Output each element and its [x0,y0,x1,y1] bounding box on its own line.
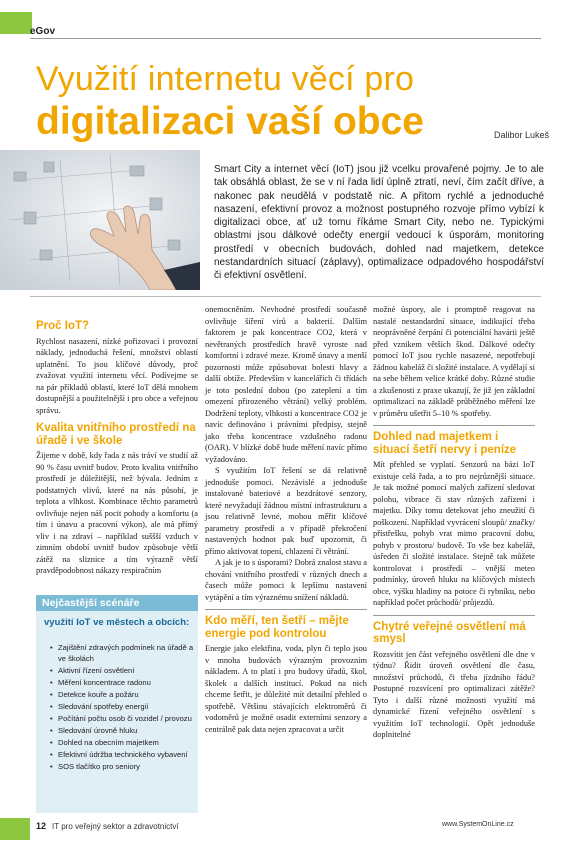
footer-left [36,821,179,831]
scenarios-box-header: Nejčastější scénáře [36,595,198,611]
heading-proc-iot: Proč IoT? [36,320,90,332]
list-item: • Sledování úrovně hluku [50,726,198,737]
list-item: • Aktivní řízení osvětlení [50,666,198,677]
paragraph: Mít přehled se vyplatí. Senzorů na bázi IoT existuje celá řada, a to pro nejrůznější situace. Je tak možné pomocí malých zařízení sledovat polohu, vibrace či stav různých zařízení i majetku. Díky tomu detekovat jeho zneužití či poškození. Například vyvrácení sloupů/ značky/ přístřešku, pohyb vrat mimo pracovní dobu, pohyb v prostoru/ budově. To vše bez kabeláž, úsředen či složité instalace. Stejně tak můžete kontrolovat i prostředí – vnější meteo podmínky, úroveň hluku na klíčových místech obce, výšku hladiny na potoce či rybníku, nebo například počet průchodů/ průjezdů. [373,460,535,607]
paragraph: Energie jako elektřina, voda, plyn či teplo jsou v mnoha budovách výrazným provozním nákladem. A to platí i pro budovy úřadů, škol, školek a dalších institucí. Pokud na nich chceme šetřit, je důležité mít detailní přehled o spotřebě. Většinu stávajících elektroměrů či vodoměrů je možné osadit externími senzory a centrálně pak data nejen zpracovat a určit [205,644,367,734]
heading-osvetleni: Chytré veřejné osvětlení má smysl [373,620,526,645]
section-divider [373,425,535,426]
heading-kvalita: Kvalita vnitřního prostředí na úřadě i ve škole [36,422,196,447]
list-item: • Sledování spotřeby energií [50,702,198,713]
paragraph: možné úspory, ale i promptně reagovat na nastalé nestandardní situace, indikující třeba neoprávněné čerpání či potenciální havárii ještě před vznikem větších škod. Dálkové odečty pomocí IoT jsou rychle nasazené, nepotřebují žádnou kabeláž či složité instalace. A vydělají si na sebe během velice krátké doby. Různé studie a zkušenosti z praxe ukazují, že již jen základní optimalizací na základě průběžného měření lze v průměru ušetřit 5–10 % spotřeby. [373,305,535,418]
scenarios-list [50,643,198,774]
list-item: • Měření koncentrace radonu [50,678,198,689]
section-label: eGov [30,26,56,37]
title-line-2: digitalizaci vaší obce [36,100,424,143]
paragraph: S využitím IoT řešení se dá relativně jednoduše pomoci. Nezávislé a jednoduše instalované bateriové a bezdrátové senzory, které nevyžadují žádnou místní infrastrukturu a jsou relativně levné, mohou měřit klíčové parametry prostředí a v případě překročení nastavených hodnot pak buď upozornit, či přímo aktivovat topení, chlazení či větrání. [205,466,367,556]
heading-kdo-meri: Kdo měří, ten šetří – mějte energie pod kontrolou [205,615,349,640]
scenarios-box [36,595,198,813]
list-item: • SOS tlačítko pro seniory [50,762,198,773]
paragraph: Žijeme v době, kdy řada z nás tráví ve studií až 90 % času uvnitř budov. Proto kvalita vnitřního prostředí je důležitější, než bývala. Jedním z podstatných vlivů, které na nás působí, je teplota a vlhkost. Kombinace těchto parametrů ovlivňuje nejen náš pocit pohody a komfortu (a tím i únavu a pracovní výkon), ale má přímý vliv i na zdraví – například suššší vzduch v zimním období uvnitř budov způsobuje větší zátěž na sliznice a tím výrazně větší pravděpodobnost nákazy respiračním [36,451,198,575]
paragraph: Rychlost nasazení, nízké pořizovací i provozní náklady, jednoduchá řešení, množství oblastí uplatnění. To jsou klíčové důvody, proč zvažovat využití internetu věcí. Podívejme se na pár příkladů oblastí, které IoT dělá mnohem dostupnější a použitelnější i pro obce a veřejnou správu. [36,336,198,415]
list-item: • Zajištění zdravých podmínek na úřadě a ve školách [50,643,198,664]
paragraph: onemocněním. Nevhodné prostředí současně ovlivňuje šíření virů a bakterií. Dalším faktorem je pak koncentrace CO2, která v nevětraných prostředích hravě vyroste nad komfortní i zdravé meze. Kromě únavy a menší pozornosti může způsobovat bolesti hlavy a další obtíže. Především v kancelářích či třídách je toto poslední dobou (po zateplení a tím omezení přirozeného větrání) velký problém. Dodržení teploty, vlhkosti a koncentrace CO2 je navíc definováno i právními předpisy, stejně jako třeba koncentrace vzdušného radonu (OAR). V blízké době bude měření navíc přímo vyžadováno. [205,305,367,464]
paragraph: A jak je to s úsporami? Dobrá znalost stavu a chování vnitřního prostředí v různých dnech a časech může pomoci k lepšímu nastavení vytápění a tím výraznému snížení nákladů. [205,558,367,602]
paragraph: Rozsvítit jen část veřejného osvětlení dle dne v týdnu? Řídit úroveň osvětlení dle času, množství průchodů, či třeba jízdního řádu? Postupné rozsvícení pro optimalizaci zátěže? Tyto i další různé možnosti využití má dynamické řízení veřejného osvětlení s využitím IoT technologií. Opět jednoduše doplnitelné [373,649,535,739]
section-divider [373,615,535,616]
footer-color-tab [0,818,30,840]
smart-city-hand-illustration-icon [0,150,200,290]
website-link[interactable]: www.SystemOnLine.cz [442,821,514,828]
list-item: • Detekce kouře a požáru [50,690,198,701]
list-item: • Počítání počtu osob či vozidel / provozu [50,714,198,725]
hero-illustration [0,150,200,290]
heading-dohled: Dohled nad majetkem i situací šetří nervy i peníze [373,431,517,456]
lead-rule [30,296,541,297]
section-color-tab [0,12,32,34]
column-2 [205,304,367,735]
title-line-1: Využití internetu věcí pro [36,60,415,98]
column-3 [373,304,535,741]
list-item: • Dohled na obecním majetkem [50,738,198,749]
publication-name: IT pro veřejný sektor a zdravotnictví [52,822,179,831]
section-divider [205,609,367,610]
header-rule [30,38,541,39]
author: Dalibor Lukeš [494,130,550,140]
list-item: • Efektivní údržba technického vybavení [50,750,198,761]
column-1 [36,320,198,577]
page-number: 12 [36,821,47,831]
lead-paragraph: Smart City a internet věcí (IoT) jsou již vcelku provařené pojmy. Je to ale tak obsáhlá oblast, že se v ní řada lidí úplně ztratí, neví, čím začít dříve, a nakonec pak neudělá v podstatě nic. A přitom rychlé a jednoduché nasazení, efektivní provoz a možnost postupného rozvoje přímo vybízí k digitalizaci obce, ať už tomu říkáme Smart City, nebo ne. Typickými oblastmi jsou dálkové odečty energií vedoucí k úsporám, monitoring prostředí v obecních budovách, dohled nad majetkem, detekce nestandardních situací (záplavy), optimalizace odpadového hospodářství či efektivní osvětlení. [214,164,544,282]
scenarios-box-subheading: využití IoT ve městech a obcích: [44,617,190,628]
